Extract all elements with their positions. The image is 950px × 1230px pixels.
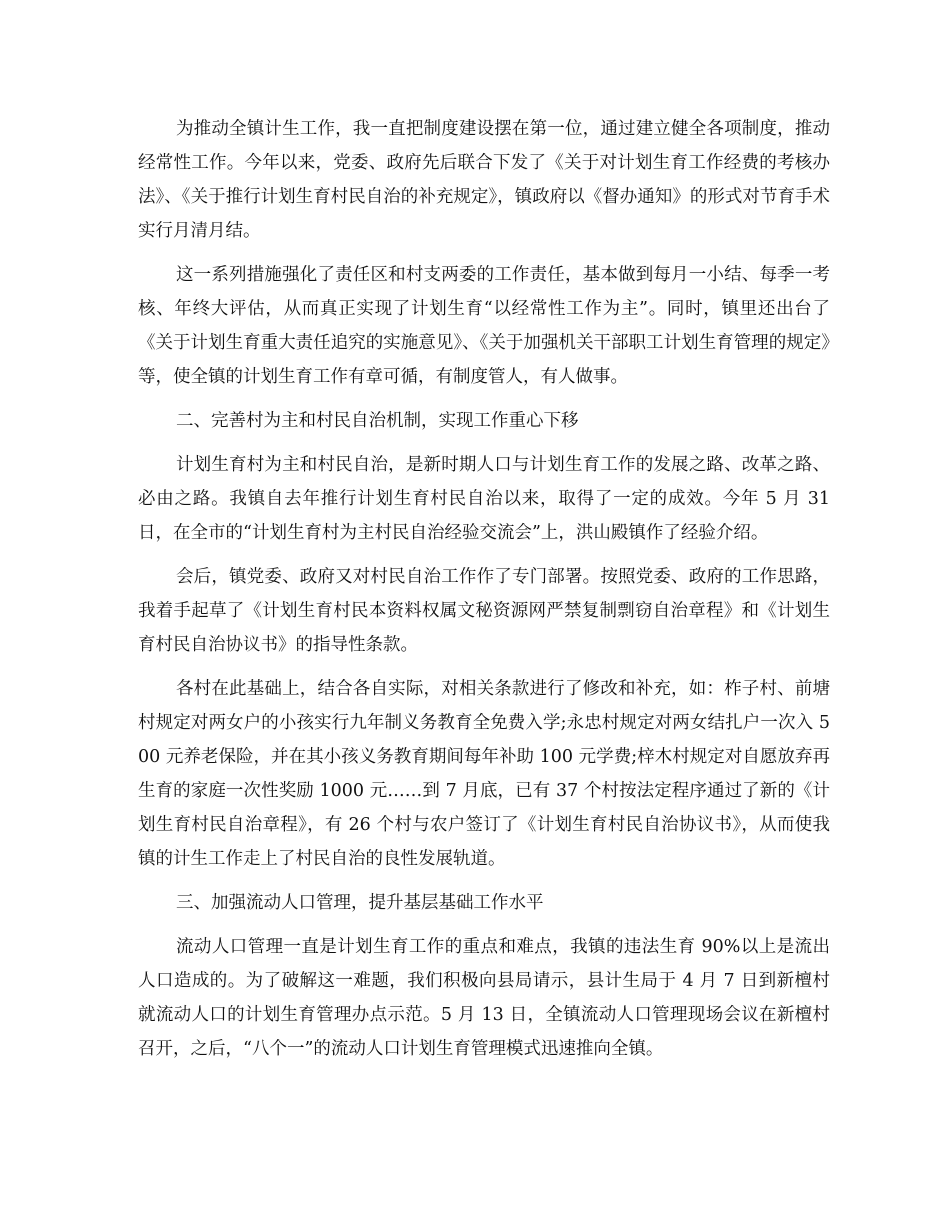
paragraph-village-autonomy-intro: 计划生育村为主和村民自治，是新时期人口与计划生育工作的发展之路、改革之路、必由之路。我镇自去年推行计划生育村民自治以来，取得了一定的成效。今年 5 月 31 日，在全市的“计划生育村为主村民自治经验交流会”上，洪山殿镇作了经验介绍。: [138, 455, 830, 543]
section-heading-village-autonomy: 二、完善村为主和村民自治机制，实现工作重心下移: [176, 411, 579, 431]
paragraph-responsibility-measures: 这一系列措施强化了责任区和村支两委的工作责任，基本做到每月一小结、每季一考核、年终大评估，从而真正实现了计划生育“以经常性工作为主”。同时，镇里还出台了《关于计划生育重大责任追究的实施意见》、《关于加强机关干部职工计划生育管理的规定》等，使全镇的计划生育工作有章可循，有制度管人，有人做事。: [138, 265, 830, 387]
paragraph-post-meeting-deployment: 会后，镇党委、政府又对村民自治工作作了专门部署。按照党委、政府的工作思路，我着手起草了《计划生育村民本资料权属文秘资源网严禁复制剽窃自治章程》和《计划生育村民自治协议书》的指导性条款。: [138, 567, 830, 655]
document-body: [138, 112, 830, 1076]
paragraph-system-building: 为推动全镇计生工作，我一直把制度建设摆在第一位，通过建立健全各项制度，推动经常性工作。今年以来，党委、政府先后联合下发了《关于对计划生育工作经费的考核办法》、《关于推行计划生育村民自治的补充规定》，镇政府以《督办通知》的形式对节育手术实行月清月结。: [138, 119, 830, 241]
paragraph-floating-population-management: 流动人口管理一直是计划生育工作的重点和难点，我镇的违法生育 90%以上是流出人口造成的。为了破解这一难题，我们积极向县局请示，县计生局于 4 月 7 日到新檀村就流动人口的计划生育管理办点示范。5 月 13 日，全镇流动人口管理现场会议在新檀村召开，之后，“八个一”的流动人口计划生育管理模式迅速推向全镇。: [138, 937, 830, 1059]
section-heading-floating-population: 三、加强流动人口管理，提升基层基础工作水平: [176, 893, 544, 913]
paragraph-village-implementation: 各村在此基础上，结合各自实际，对相关条款进行了修改和补充，如：柞子村、前塘村规定对两女户的小孩实行九年制义务教育全免费入学;永忠村规定对两女结扎户一次入 500 元养老保险，并在其小孩义务教育期间每年补助 100 元学费;梓木村规定对自愿放弃再生育的家庭一次性奖励 1000 元……到 7 月底，已有 37 个村按法定程序通过了新的《计划生育村民自治章程》，有 26 个村与农户签订了《计划生育村民自治协议书》，从而使我镇的计生工作走上了村民自治的良性发展轨道。: [138, 679, 830, 869]
